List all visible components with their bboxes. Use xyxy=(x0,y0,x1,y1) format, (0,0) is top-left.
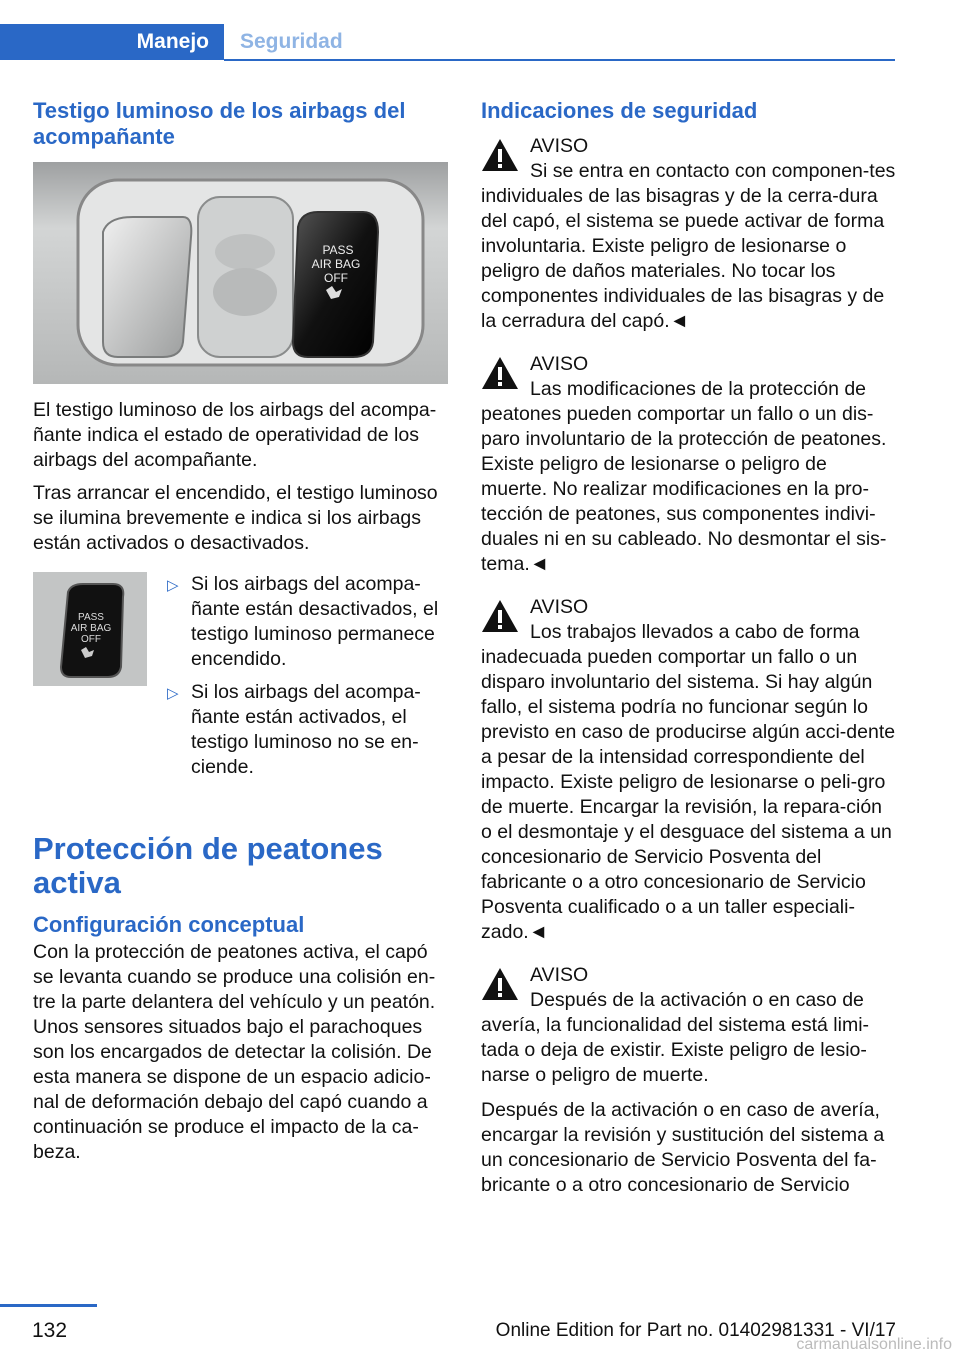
small-label-airbag: AIR BAG xyxy=(70,623,112,634)
header-rule xyxy=(224,59,895,61)
warning-title: AVISO xyxy=(530,353,589,375)
right-column xyxy=(481,98,896,1206)
small-label-off: OFF xyxy=(81,634,101,645)
pass-airbag-off-light-image xyxy=(33,572,147,686)
page-number: 132 xyxy=(32,1319,68,1342)
para-after-activation: Después de la activación o en caso de avería, encargar la revisión y sustitución del sistema a un concesionario de Servicio Posventa del fa‐bricante o a otro concesionario de Servicio xyxy=(481,1099,885,1196)
warning-title: AVISO xyxy=(530,135,589,157)
indicator-states xyxy=(33,572,448,788)
photo-label-airbag: AIR BAG xyxy=(311,257,361,271)
edition-label: Online Edition for Part no. 01402981331 - VI/17 xyxy=(495,1320,896,1341)
photo-label-pass: PASS xyxy=(322,243,354,257)
indicator-bullet-list xyxy=(167,572,448,788)
tab-seguridad[interactable]: Seguridad xyxy=(240,30,343,53)
warning-title: AVISO xyxy=(530,596,589,618)
warning-title: AVISO xyxy=(530,964,589,986)
warning-text: Las modificaciones de la protección de peatones pueden comportar un fallo o un dis‐paro involuntario de la protección de peatones. Existe peligro de lesionarse o peligro de muerte. No realizar modificaciones en la pro‐tección de peatones, sus componentes indivi‐duales ni en su cableado. No desmontar el sis‐tema.◄ xyxy=(481,378,887,575)
warning-triangle-icon xyxy=(481,599,519,633)
tab-manejo[interactable]: Manejo xyxy=(0,24,224,60)
para-indicator-status: El testigo luminoso de los airbags del acompa‐ñante indica el estado de operatividad de los airbags del acompañante. xyxy=(33,399,437,471)
subsection-title-concept: Configuración conceptual xyxy=(33,912,305,937)
para-concept: Con la protección de peatones activa, el capó se levanta cuando se produce una colisión en‐tre la parte delantera del vehículo y un peatón. Unos sensores situados bajo el parachoques son los encargados de detectar la colisión. De esta manera se dispone de un espacio adicio‐nal de deformación debajo del capó cuando a continuación se produce el impacto de la ca‐beza. xyxy=(33,941,436,1163)
watermark: carmanualsonline.info xyxy=(796,1336,952,1353)
warning-text: Los trabajos llevados a cabo de forma inadecuada pueden comportar un fallo o un disparo involuntario del sistema. Si hay algún fallo, el sistema podría no funcionar según lo previsto en caso de producirse algún acci‐dente a pesar de la intensidad correspondiente del impacto. Existe peligro de lesionarse o peli‐gro de muerte. Encargar la revisión, la repara‐ción o el desmontaje y el desguace del sistema a un concesionario de Servicio Posventa del fabricante o a otro concesionario de Servicio Posventa cualificado o a un taller especiali‐zado.◄ xyxy=(481,621,896,943)
bullet-item: ▷ Si los airbags del acompa‐ñante están activados, el testigo luminoso no se en‐ciende. xyxy=(167,681,421,778)
dashboard-switch-photo xyxy=(33,162,448,384)
header-bar xyxy=(0,0,895,60)
warning-triangle-icon xyxy=(481,967,519,1001)
bullet-item: ▷ Si los airbags del acompa‐ñante están desactivados, el testigo luminoso permanece encendido. xyxy=(167,573,439,670)
warning-triangle-icon xyxy=(481,138,519,172)
heading-airbag-indicator: Testigo luminoso de los airbags del acompañante xyxy=(33,98,406,149)
left-column xyxy=(33,98,448,1173)
warning-text: Si se entra en contacto con componen‐tes individuales de las bisagras y de la cerra‐dura del capó, el sistema se puede activar de forma involuntaria. Existe peligro de lesionarse o peligro de daños materiales. No tocar los componentes individuales de las bisagras y de la cerradura del capó.◄ xyxy=(481,160,896,332)
section-title-pedestrian-protection: Protección de peatones activa xyxy=(33,831,383,900)
warning-block xyxy=(481,134,896,334)
warning-triangle-icon xyxy=(481,356,519,390)
triangle-bullet-icon: ▷ xyxy=(167,577,179,594)
heading-safety-notes: Indicaciones de seguridad xyxy=(481,98,758,123)
para-indicator-start: Tras arrancar el encendido, el testigo luminoso se ilumina brevemente e indica si los airbags están activados o desactivados. xyxy=(33,482,438,554)
warning-text: Después de la activación o en caso de avería, la funcionalidad del sistema está limi‐tada o deja de existir. Existe peligro de lesio‐narse o peligro de muerte. xyxy=(481,989,870,1086)
small-label-pass: PASS xyxy=(78,612,104,623)
warning-block xyxy=(481,352,896,577)
warning-block xyxy=(481,595,896,945)
footer-rule xyxy=(0,1304,97,1307)
warning-block xyxy=(481,963,896,1088)
photo-label-off: OFF xyxy=(324,271,348,285)
triangle-bullet-icon: ▷ xyxy=(167,685,179,702)
